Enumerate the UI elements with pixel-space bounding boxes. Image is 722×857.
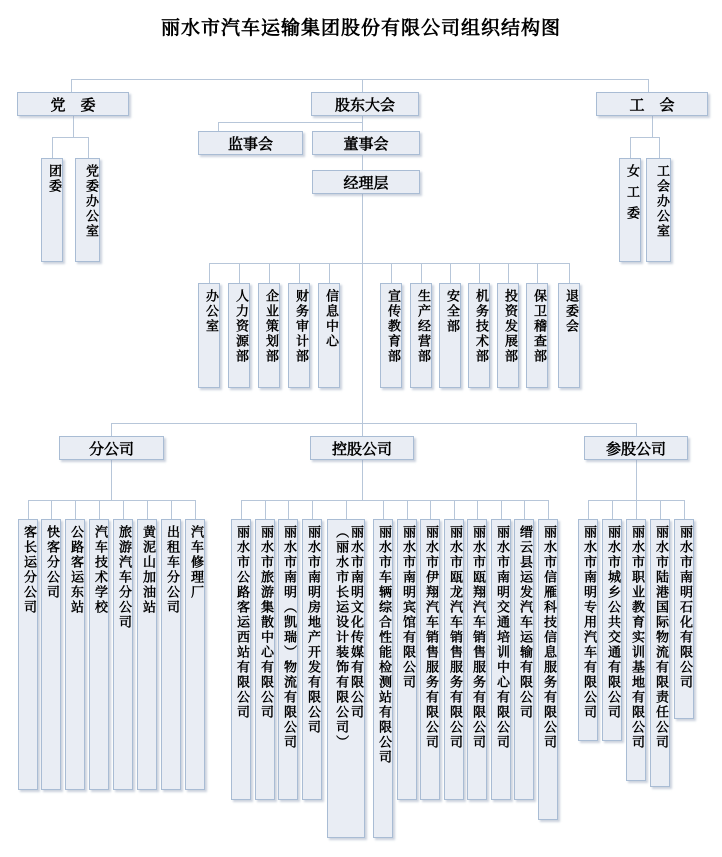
node-dept-safety: 安全部 xyxy=(439,283,461,388)
connector-line xyxy=(88,137,89,158)
connector-line xyxy=(28,500,195,501)
connector-line xyxy=(479,263,480,283)
connector-line xyxy=(648,79,649,92)
connector-line xyxy=(52,137,89,138)
node-dept-investment: 投资发展部 xyxy=(497,283,519,388)
connector-line xyxy=(312,500,313,519)
connector-line xyxy=(71,79,72,92)
node-branch-4: 旅游汽车分公司 xyxy=(113,519,133,790)
node-labor-union: 工 会 xyxy=(596,92,708,116)
connector-line xyxy=(269,263,270,283)
node-invested-2: 丽水市职业教育实训基地有限公司 xyxy=(626,519,646,781)
node-invested-3: 丽水市陆港国际物流有限责任公司 xyxy=(650,519,670,787)
connector-line xyxy=(430,500,431,519)
connector-line xyxy=(218,122,362,123)
connector-line xyxy=(612,500,613,519)
node-shareholders-meeting: 股东大会 xyxy=(311,92,419,116)
node-holding-12: 丽水市信雁科技信息服务有限公司 xyxy=(538,519,558,820)
node-holding-2: 丽水市南明（凯瑞）物流有限公司 xyxy=(278,519,298,800)
connector-line xyxy=(241,500,548,501)
node-holding-7: 丽水市伊翔汽车销售服务有限公司 xyxy=(420,519,440,800)
node-dept-retiree-committee: 退委会 xyxy=(558,283,580,388)
connector-line xyxy=(383,500,384,519)
node-invested-companies-header: 参股公司 xyxy=(584,436,688,460)
connector-line xyxy=(195,500,196,519)
connector-line xyxy=(588,500,684,501)
connector-line xyxy=(660,500,661,519)
connector-line xyxy=(75,500,76,519)
node-dept-info-center: 信息中心 xyxy=(318,283,340,388)
connector-line xyxy=(421,263,422,283)
connector-line xyxy=(362,194,363,436)
connector-line xyxy=(450,263,451,283)
connector-line xyxy=(477,500,478,519)
connector-line xyxy=(147,500,148,519)
connector-line xyxy=(524,500,525,519)
connector-line xyxy=(99,500,100,519)
node-holding-1: 丽水市旅游集散中心有限公司 xyxy=(255,519,275,800)
node-invested-0: 丽水市南明专用汽车有限公司 xyxy=(578,519,598,741)
connector-line xyxy=(569,263,570,283)
node-management: 经理层 xyxy=(312,170,420,194)
connector-line xyxy=(111,423,112,436)
connector-line xyxy=(329,263,330,283)
node-branch-1: 快客分公司 xyxy=(41,519,61,790)
node-holding-6: 丽水市南明宾馆有限公司 xyxy=(397,519,417,800)
node-supervisory-board: 监事会 xyxy=(198,131,303,155)
connector-line xyxy=(537,263,538,283)
node-invested-1: 丽水市城乡公共交通有限公司 xyxy=(602,519,622,741)
node-dept-general-office: 办公室 xyxy=(198,283,220,388)
node-branch-3: 汽车技术学校 xyxy=(89,519,109,790)
node-holding-companies-header: 控股公司 xyxy=(310,436,414,460)
node-union-office: 工会办公室 xyxy=(646,158,671,262)
holding-4-line1: 丽水市南明文化传媒有限公司 xyxy=(348,525,363,720)
connector-line xyxy=(51,500,52,519)
connector-line xyxy=(362,460,363,500)
connector-line xyxy=(588,500,589,519)
connector-line xyxy=(548,500,549,519)
node-holding-3: 丽水市南明房地产开发有限公司 xyxy=(302,519,322,800)
node-dept-machinery-tech: 机务技术部 xyxy=(468,283,490,388)
connector-line xyxy=(362,79,363,92)
connector-line xyxy=(299,263,300,283)
connector-line xyxy=(454,500,455,519)
connector-line xyxy=(171,500,172,519)
node-holding-9: 丽水市瓯翔汽车销售服务有限公司 xyxy=(467,519,487,800)
node-holding-8: 丽水市瓯龙汽车销售服务有限公司 xyxy=(444,519,464,800)
connector-line xyxy=(636,423,637,436)
node-invested-4: 丽水市南明石化有限公司 xyxy=(674,519,694,719)
connector-line xyxy=(346,500,347,519)
node-branch-7: 汽车修理厂 xyxy=(185,519,205,790)
connector-line xyxy=(391,263,392,283)
connector-line xyxy=(73,116,74,137)
connector-line xyxy=(241,500,242,519)
node-dept-human-resources: 人力资源部 xyxy=(228,283,250,388)
connector-line xyxy=(636,500,637,519)
connector-line xyxy=(111,423,636,424)
connector-line xyxy=(636,460,637,500)
connector-line xyxy=(71,79,648,80)
holding-4-line2: （丽水市长运设计装饰有限公司） xyxy=(333,525,349,750)
connector-line xyxy=(111,460,112,500)
node-holding-10: 丽水市南明交通培训中心有限公司 xyxy=(491,519,511,800)
node-dept-production: 生产经营部 xyxy=(410,283,432,388)
node-branch-2: 公路客运东站 xyxy=(65,519,85,790)
node-branch-6: 出租车分公司 xyxy=(161,519,181,790)
node-youth-league: 团委 xyxy=(41,158,63,262)
connector-line xyxy=(630,137,660,138)
node-dept-publicity: 宣传教育部 xyxy=(380,283,402,388)
connector-line xyxy=(288,500,289,519)
connector-line xyxy=(362,116,363,131)
node-holding-11: 缙云县运发汽车运输有限公司 xyxy=(514,519,534,800)
node-dept-security-inspect: 保卫稽查部 xyxy=(526,283,548,388)
connector-line xyxy=(684,500,685,519)
connector-line xyxy=(123,500,124,519)
node-branch-0: 客长运分公司 xyxy=(18,519,38,790)
chart-title: 丽水市汽车运输集团股份有限公司组织结构图 xyxy=(160,17,561,39)
connector-line xyxy=(52,137,53,158)
connector-line xyxy=(659,137,660,158)
node-dept-planning: 企业策划部 xyxy=(258,283,280,388)
connector-line xyxy=(362,155,363,170)
node-holding-4 xyxy=(327,519,365,838)
connector-line xyxy=(209,263,210,283)
connector-line xyxy=(209,263,569,264)
node-board-of-directors: 董事会 xyxy=(312,131,420,155)
node-dept-finance-audit: 财务审计部 xyxy=(288,283,310,388)
connector-line xyxy=(630,137,631,158)
node-women-committee: 女工委 xyxy=(619,158,641,262)
node-party-committee: 党 委 xyxy=(17,92,129,116)
node-holding-0: 丽水市公路客运西站有限公司 xyxy=(231,519,251,800)
connector-line xyxy=(265,500,266,519)
node-party-office: 党委办公室 xyxy=(75,158,100,262)
connector-line xyxy=(652,116,653,137)
node-branch-companies-header: 分公司 xyxy=(59,436,164,460)
connector-line xyxy=(239,263,240,283)
node-holding-5: 丽水市车辆综合性能检测站有限公司 xyxy=(373,519,393,838)
connector-line xyxy=(508,263,509,283)
connector-line xyxy=(501,500,502,519)
connector-line xyxy=(407,500,408,519)
node-branch-5: 黄泥山加油站 xyxy=(137,519,157,790)
connector-line xyxy=(28,500,29,519)
